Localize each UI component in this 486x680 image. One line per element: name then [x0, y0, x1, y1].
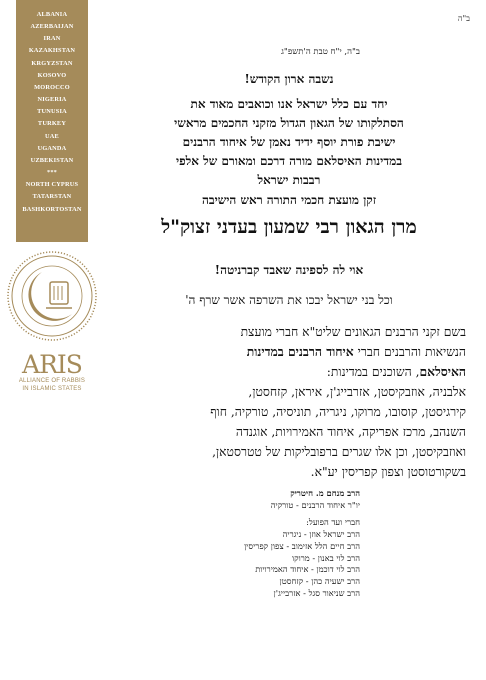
separator-stars: *** — [46, 169, 58, 177]
country-label: UGANDA — [37, 144, 67, 152]
body-line: בשקורטוסטן וצפון קפריסין יע"א. — [310, 465, 466, 479]
body-line: השנהב, מרכז אפריקה, איחוד האמירויות, אוגנדה — [235, 425, 466, 439]
logo-tagline-1: ALLIANCE OF RABBIS — [18, 378, 86, 384]
signature-block — [244, 488, 360, 599]
body-line: אלבניה, אוזבקיסטן, אזרבייג'ן, איראן, קזחסטן, — [248, 385, 466, 399]
committee-member: הרב ישעיה כהן - קזחסטן — [279, 575, 360, 586]
committee-member: הרב שניאור סגל - אזרבייג'ן — [273, 587, 360, 598]
logo-name: ARIS — [22, 350, 82, 379]
country-label: TURKEY — [37, 120, 67, 128]
country-label: UAE — [45, 132, 59, 140]
deceased-name: מרן הגאון רבי שמעון בעדני זצוק"ל — [161, 216, 417, 238]
logo-tagline-2: IN ISLAMIC STATES — [22, 385, 82, 392]
lament-line: אוי לה לספינה שאבד קברניטה! — [214, 263, 364, 277]
intro-line: ישיבת פורת יוסף ידיד נאמן של איחוד הרבנים — [182, 135, 396, 149]
country-label: ALBANIA — [36, 11, 68, 18]
body-line: ואוזבקיסטן, וכן אלו שגרים ברפובליקות של טטרסטאן, — [212, 445, 466, 459]
country-label: MOROCCO — [34, 83, 70, 91]
intro-line: הסתלקותו של הגאון הגדול מזקני החכמים מראשי — [174, 116, 404, 130]
country-label: TUNUSIA — [37, 108, 67, 116]
intro-line: במדינות האיסלאם מורה דרכם ומאורם של אלפי — [175, 154, 402, 168]
intro-paragraph — [100, 95, 478, 190]
intro-line: יחד עם כלל ישראל אנו וכואבים מאוד את — [190, 97, 388, 111]
country-label: BASHKORTOSTAN — [22, 205, 82, 213]
committee-member: הרב לוי באנון - מרוקו — [292, 552, 360, 563]
body-line: קירגיסטן, קוסובו, מרוקו, ניגריה, תוניסיה, טורקיה, חוף — [210, 405, 466, 419]
country-label: AZERBAIJAN — [30, 23, 74, 31]
committee-member: הרב ישראל אוזן - ניגריה — [282, 529, 360, 540]
body-text: , השוכנים במדינות: — [326, 365, 420, 379]
body-emphasis: האיסלאם — [419, 364, 466, 379]
country-label: UZBEKISTAN — [30, 156, 74, 164]
body-text: הנשיאות והרבנים חברי — [353, 345, 466, 359]
aris-logo — [17, 352, 87, 393]
country-label: KAZAKHSTAN — [28, 47, 76, 55]
body-emphasis: איחוד הרבנים במדינות — [246, 344, 354, 359]
country-label: KRGYZSTAN — [31, 59, 73, 67]
page-marker: ב"ה — [457, 14, 470, 23]
country-label: KOSOVO — [37, 71, 67, 79]
country-label: NIGERIA — [37, 96, 67, 104]
signer-name: הרב מנחם מ. חיטריק — [290, 488, 360, 498]
country-label: IRAN — [43, 35, 61, 43]
country-sidebar — [16, 0, 88, 242]
signer-title: יו"ר איחוד הרבנים - טורקיה — [270, 499, 360, 510]
committee-heading: חברי ועד הפועל: — [306, 517, 360, 528]
country-label: TATARSTAN — [32, 193, 72, 201]
letter-headline: נשבה ארון הקודש! — [244, 72, 334, 86]
body-paragraph — [96, 322, 466, 482]
mourning-verse: וכל בני ישראל יבכו את השרפה אשר שרף ה' — [185, 293, 393, 307]
aris-emblem-icon — [6, 250, 98, 342]
body-line — [96, 362, 466, 382]
subtitle: זקן מועצת חכמי התורה ראש הישיבה — [201, 193, 377, 207]
committee-member: הרב לוי דוכמן - איחוד האמירויות — [255, 564, 360, 575]
letter-date: ב"ה, י"ח טבת ה'תשפ"ג — [281, 47, 360, 57]
country-label: NORTH CYPRUS — [25, 181, 79, 189]
body-line: בשם זקני הרבנים הגאונים שליט"א חברי מועצת — [240, 325, 466, 339]
body-line — [96, 342, 466, 362]
intro-line: רבבות ישראל — [257, 173, 321, 187]
committee-member: הרב חיים הלל אזימוב - צפון קפריסין — [244, 540, 360, 551]
